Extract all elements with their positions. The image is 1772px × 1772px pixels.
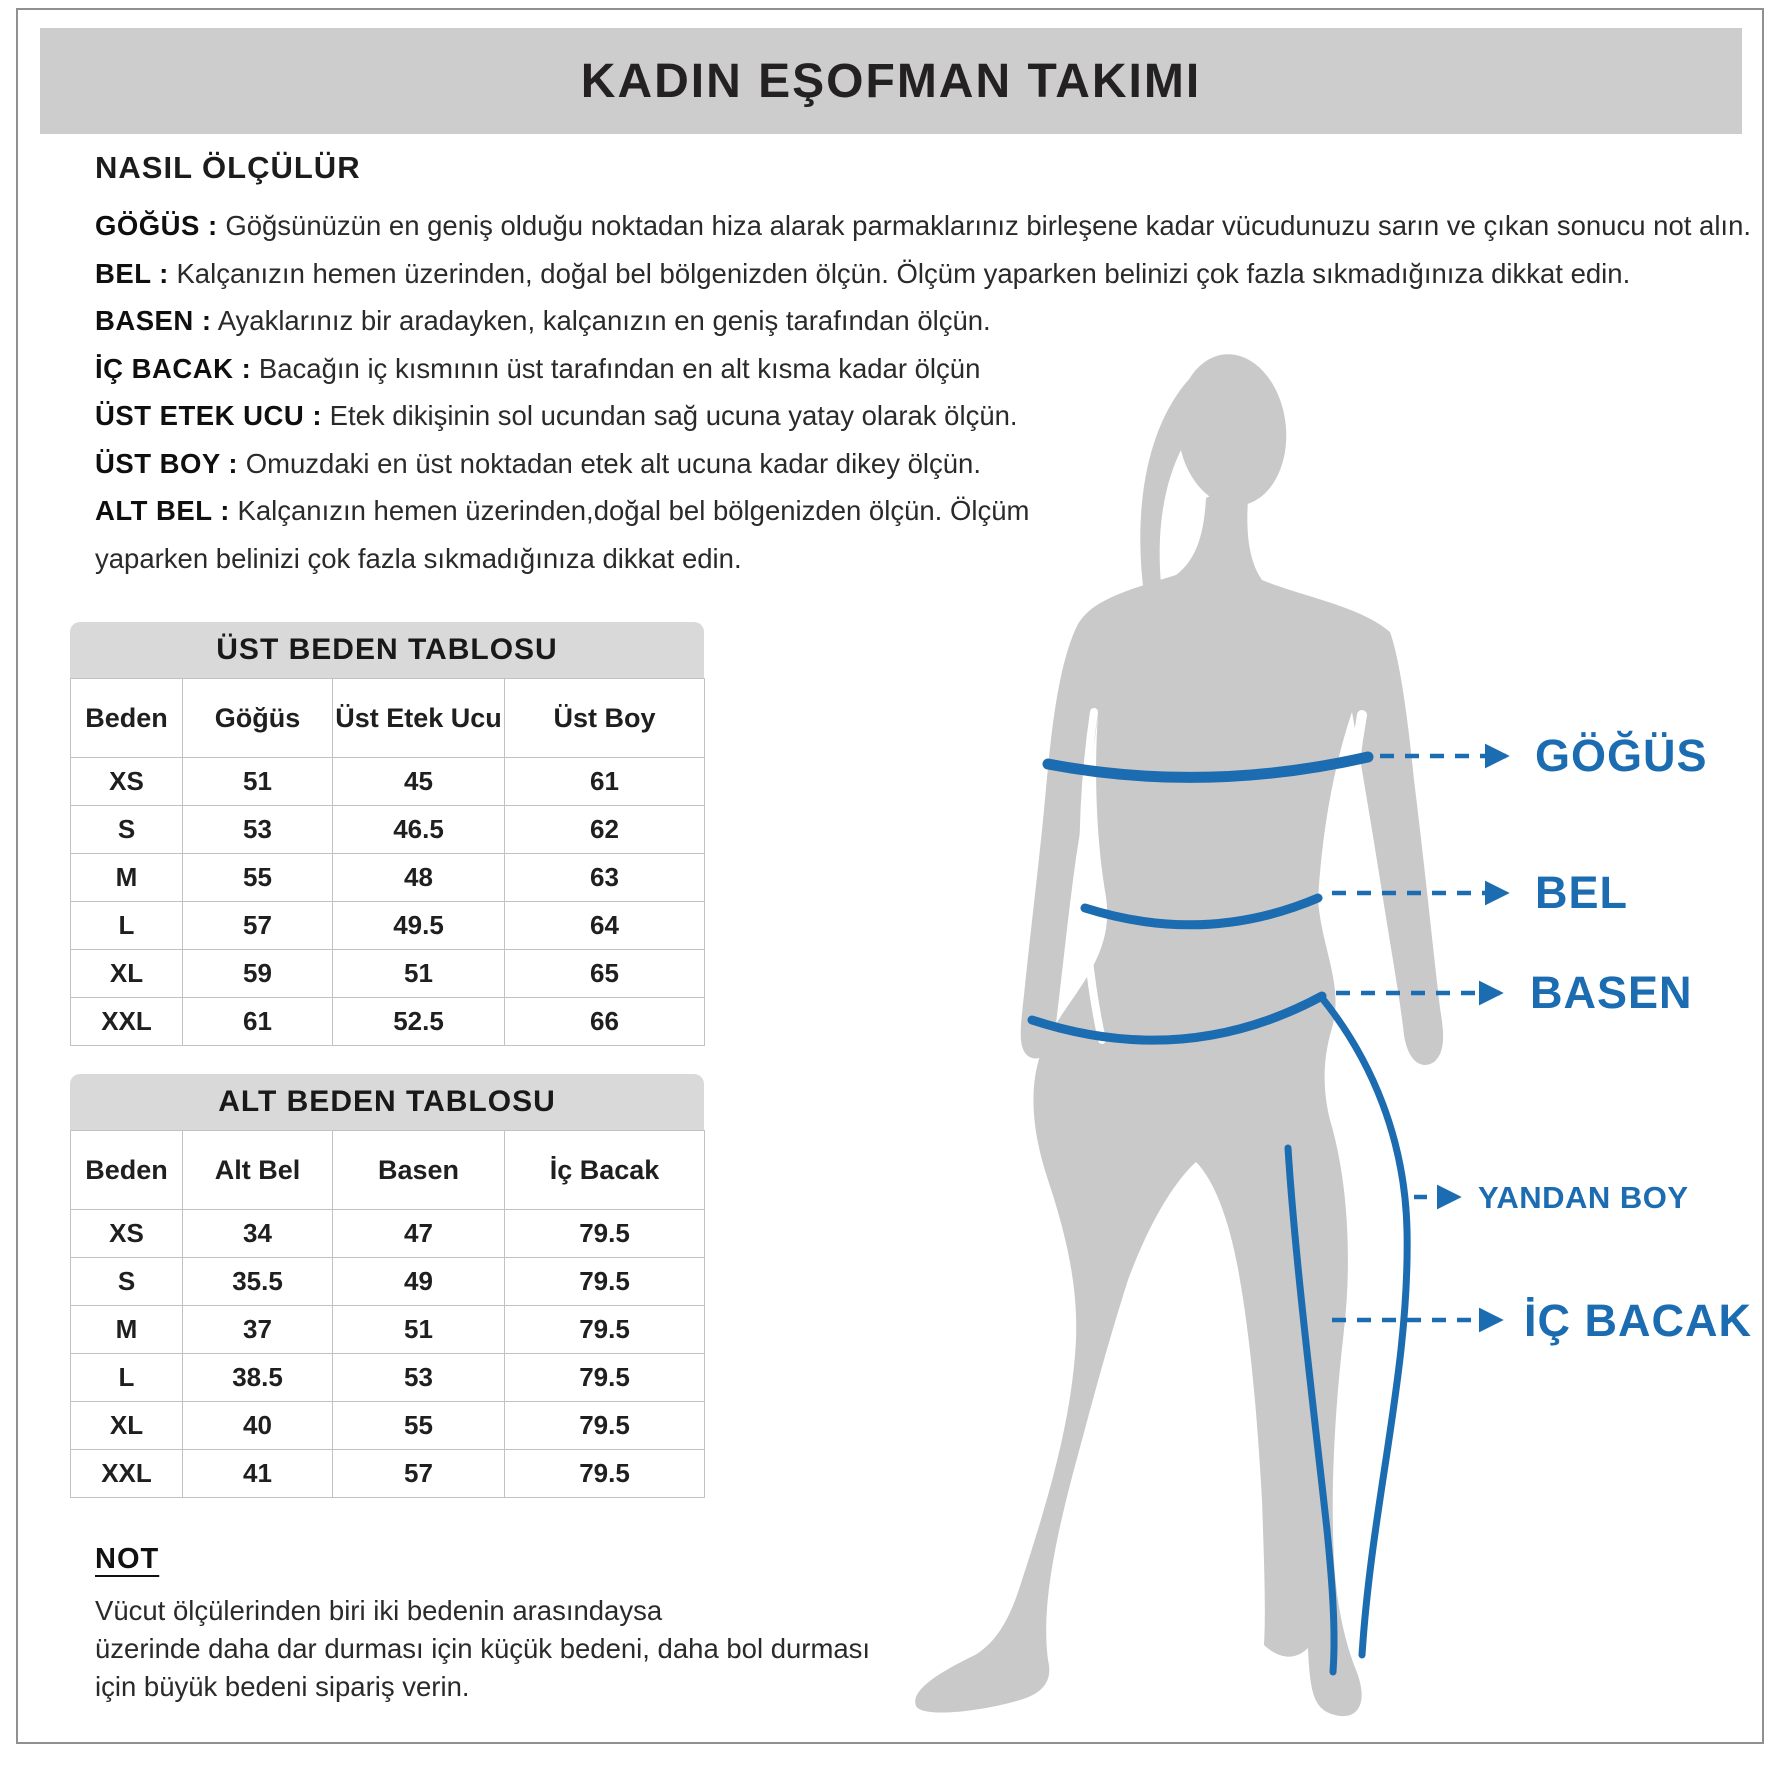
measure-description: Kalçanızın hemen üzerinden, doğal bel bölgenizden ölçün. Ölçüm yaparken belinizi çok fazla sıkmadığınıza dikkat edin.: [176, 257, 1631, 289]
size-cell: XL: [71, 950, 183, 998]
lower-body-size-table: [70, 1074, 704, 1498]
measurement-cell: 55: [333, 1402, 505, 1450]
upper-body-size-table: [70, 622, 704, 1046]
column-header: Üst Boy: [505, 679, 705, 758]
measure-term: BEL :: [95, 257, 169, 289]
measure-description: Bacağın iç kısmının üst tarafından en alt kısma kadar ölçün: [258, 352, 981, 384]
measurement-cell: 46.5: [333, 806, 505, 854]
measurement-cell: 79.5: [505, 1354, 705, 1402]
measurement-cell: 79.5: [505, 1210, 705, 1258]
measure-description: Ayaklarınız bir aradayken, kalçanızın en geniş tarafından ölçün.: [217, 305, 991, 336]
table-row: [71, 1210, 705, 1258]
measure-term: GÖĞÜS :: [95, 210, 218, 241]
side-length-label: YANDAN BOY: [1478, 1180, 1689, 1215]
measure-instruction: [95, 202, 1751, 250]
measurement-cell: 55: [183, 854, 333, 902]
measurement-cell: 66: [505, 998, 705, 1046]
measure-term: ÜST BOY :: [95, 447, 239, 479]
hip-label: BASEN: [1530, 967, 1693, 1018]
measurement-cell: 49.5: [333, 902, 505, 950]
measurement-cell: 38.5: [183, 1354, 333, 1402]
body: [915, 494, 1443, 1716]
measure-instruction: [95, 250, 1725, 298]
measurement-cell: 51: [183, 758, 333, 806]
size-cell: L: [71, 902, 183, 950]
title-bar: [40, 28, 1742, 134]
measure-term: ÜST ETEK UCU :: [95, 400, 322, 431]
measurement-cell: 48: [333, 854, 505, 902]
measurement-cell: 61: [505, 758, 705, 806]
size-cell: XS: [71, 1210, 183, 1258]
measurement-cell: 57: [333, 1450, 505, 1498]
table-row: [71, 1450, 705, 1498]
note-line: üzerinde daha dar durması için küçük bedeni, daha bol durması: [95, 1633, 871, 1664]
head: [1170, 349, 1293, 511]
size-cell: S: [71, 806, 183, 854]
measurement-cell: 65: [505, 950, 705, 998]
measurement-cell: 51: [333, 1306, 505, 1354]
measurement-cell: 64: [505, 902, 705, 950]
note-text: [95, 1592, 870, 1706]
size-cell: L: [71, 1354, 183, 1402]
waist-label: BEL: [1535, 867, 1628, 918]
measurement-cell: 45: [333, 758, 505, 806]
size-cell: XL: [71, 1402, 183, 1450]
inseam-label: İÇ BACAK: [1524, 1295, 1752, 1346]
measurement-cell: 37: [183, 1306, 333, 1354]
column-header: Basen: [333, 1131, 505, 1210]
measurement-cell: 53: [183, 806, 333, 854]
measure-term: İÇ BACAK :: [95, 352, 252, 384]
measurement-cell: 79.5: [505, 1306, 705, 1354]
chest-label: GÖĞÜS: [1535, 730, 1708, 781]
woman-silhouette: [915, 349, 1443, 1716]
how-to-measure-heading: NASIL ÖLÇÜLÜR: [95, 150, 361, 185]
table-row: [71, 1306, 705, 1354]
measurement-cell: 63: [505, 854, 705, 902]
size-cell: S: [71, 1258, 183, 1306]
measurement-cell: 79.5: [505, 1402, 705, 1450]
measure-description: Etek dikişinin sol ucundan sağ ucuna yatay olarak ölçün.: [329, 400, 1018, 431]
note-line: için büyük bedeni sipariş verin.: [95, 1671, 470, 1702]
note-section: [95, 1543, 870, 1706]
column-header: Beden: [71, 1131, 183, 1210]
measurement-cell: 62: [505, 806, 705, 854]
note-line: Vücut ölçülerinden biri iki bedenin arasındaysa: [95, 1595, 663, 1626]
measurement-cell: 57: [183, 902, 333, 950]
measure-term: ALT BEL :: [95, 495, 230, 526]
table-row: [71, 806, 705, 854]
size-cell: XXL: [71, 998, 183, 1046]
column-header: Üst Etek Ucu: [333, 679, 505, 758]
size-cell: M: [71, 1306, 183, 1354]
measure-description: Kalçanızın hemen üzerinden,doğal bel bölgenizden ölçün. Ölçüm yaparken belinizi çok fazla sıkmadığınıza dikkat edin.: [95, 495, 1030, 574]
table-row: [71, 1354, 705, 1402]
measurement-cell: 49: [333, 1258, 505, 1306]
table-title: ALT BEDEN TABLOSU: [70, 1074, 704, 1130]
column-header: Göğüs: [183, 679, 333, 758]
measurement-labels: [1478, 730, 1752, 1346]
measurement-cell: 35.5: [183, 1258, 333, 1306]
measurement-cell: 40: [183, 1402, 333, 1450]
column-header: İç Bacak: [505, 1131, 705, 1210]
measurement-cell: 79.5: [505, 1450, 705, 1498]
table-row: [71, 950, 705, 998]
measurement-cell: 34: [183, 1210, 333, 1258]
page-title: KADIN EŞOFMAN TAKIMI: [580, 54, 1202, 108]
measurement-cell: 53: [333, 1354, 505, 1402]
measurement-cell: 47: [333, 1210, 505, 1258]
measurement-cell: 79.5: [505, 1258, 705, 1306]
table-row: [71, 902, 705, 950]
table-row: [71, 854, 705, 902]
table-row: [71, 1402, 705, 1450]
column-header: Beden: [71, 679, 183, 758]
note-heading: NOT: [95, 1543, 160, 1575]
measurement-cell: 52.5: [333, 998, 505, 1046]
measurement-cell: 61: [183, 998, 333, 1046]
measurement-cell: 51: [333, 950, 505, 998]
table-row: [71, 758, 705, 806]
size-cell: M: [71, 854, 183, 902]
table-row: [71, 998, 705, 1046]
measure-term: BASEN :: [95, 305, 212, 336]
measurement-cell: 59: [183, 950, 333, 998]
size-cell: XS: [71, 758, 183, 806]
measure-description: Göğsünüzün en geniş olduğu noktadan hiza alarak parmaklarınız birleşene kadar vücudunuzu sarın ve çıkan sonucu not alın.: [225, 210, 1751, 241]
table-title: ÜST BEDEN TABLOSU: [70, 622, 704, 678]
column-header: Alt Bel: [183, 1131, 333, 1210]
measurement-figure: [880, 330, 1772, 1760]
measurement-cell: 41: [183, 1450, 333, 1498]
measure-description: Omuzdaki en üst noktadan etek alt ucuna kadar dikey ölçün.: [245, 447, 981, 479]
size-cell: XXL: [71, 1450, 183, 1498]
table-row: [71, 1258, 705, 1306]
